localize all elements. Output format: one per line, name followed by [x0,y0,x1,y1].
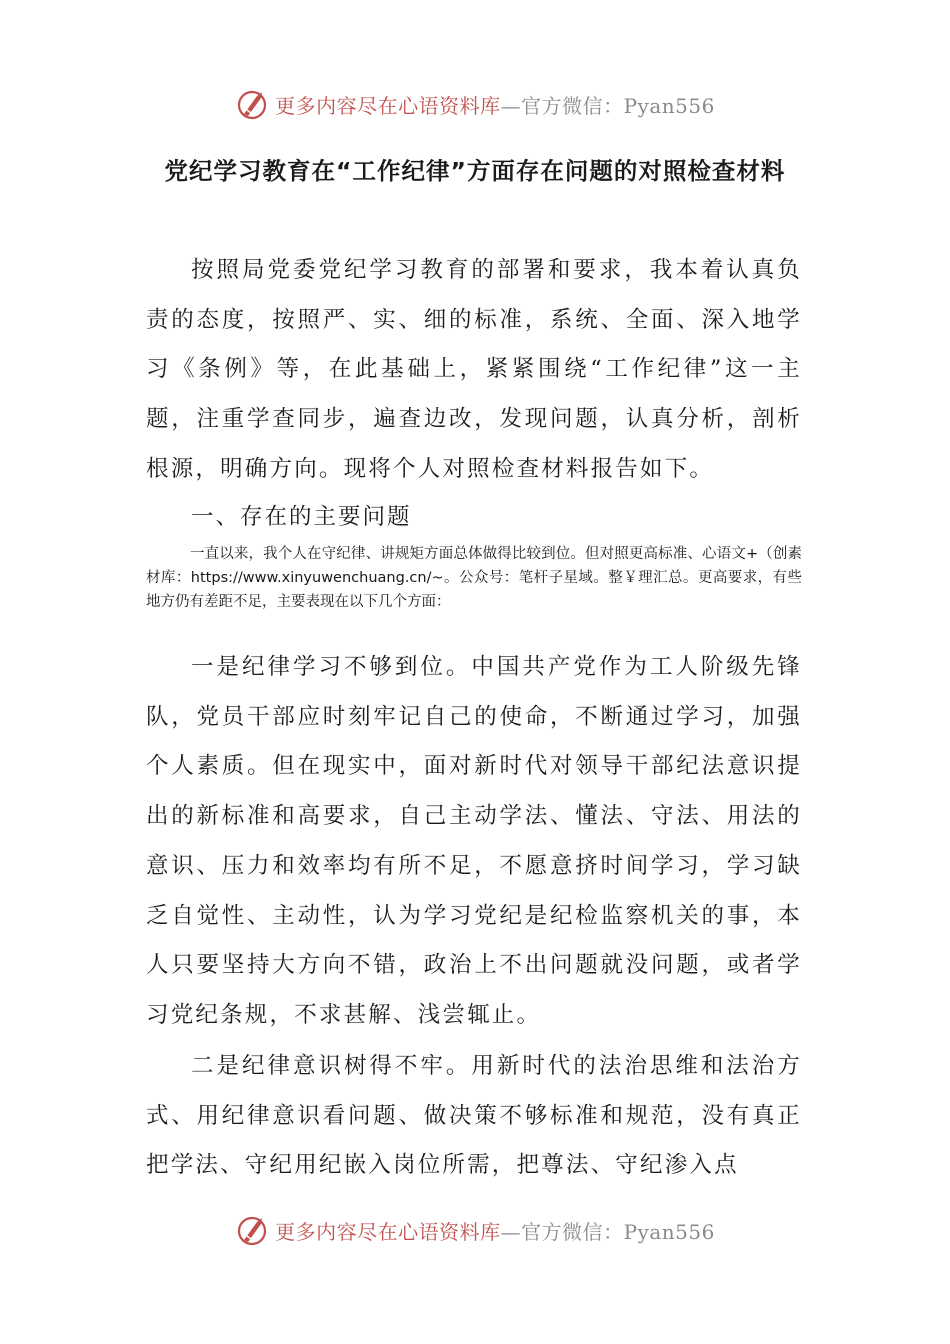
section-heading: 一、存在的主要问题 [191,504,412,530]
section-note: 一直以来，我个人在守纪律、讲规矩方面总体做得比较到位。但对照更高标准、心语文+（创素材库：https://www.xinyuwenchuang.cn/~。公众号：笔杆子星域。整￥理汇总。更高要求，有些地方仍有差距不足，主要表现在以下几个方面： [146,546,802,610]
point-one-paragraph: 一是纪律学习不够到位。中国共产党作为工人阶级先锋队，党员干部应时刻牢记自己的使命，不断通过学习，加强个人素质。但在现实中，面对新时代对领导干部纪法意识提出的新标准和高要求，自己主动学法、懂法、守法、用法的意识、压力和效率均有所不足，不愿意挤时间学习，学习缺乏自觉性、主动性，认为学习党纪是纪检监察机关的事，本人只要坚持大方向不错，政治上不出问题就没问题，或者学习党纪条规，不求甚解、浅尝辄止。 [146,654,802,1028]
pen-nib-circle-icon [235,1212,271,1248]
intro-paragraph: 按照局党委党纪学习教育的部署和要求，我本着认真负责的态度，按照严、实、细的标准，系统、全面、深入地学习《条例》等，在此基础上，紧紧围绕“工作纪律”这一主题，注重学查同步，遍查边改，发现问题，认真分析，剖析根源，明确方向。现将个人对照检查材料报告如下。 [146,257,802,482]
footer-banner [0,1210,950,1250]
footer-banner-text: 更多内容尽在心语资料库—官方微信：Pyan556 [275,1219,715,1244]
header-banner [0,84,950,124]
document-title: 党纪学习教育在“工作纪律”方面存在问题的对照检查材料 [164,157,786,185]
header-banner-text: 更多内容尽在心语资料库—官方微信：Pyan556 [275,93,715,118]
point-two-paragraph: 二是纪律意识树得不牢。用新时代的法治思维和法治方式、用纪律意识看问题、做决策不够标准和规范，没有真正把学法、守纪用纪嵌入岗位所需，把尊法、守纪渗入点 [146,1053,802,1179]
pen-nib-circle-icon [235,86,271,122]
